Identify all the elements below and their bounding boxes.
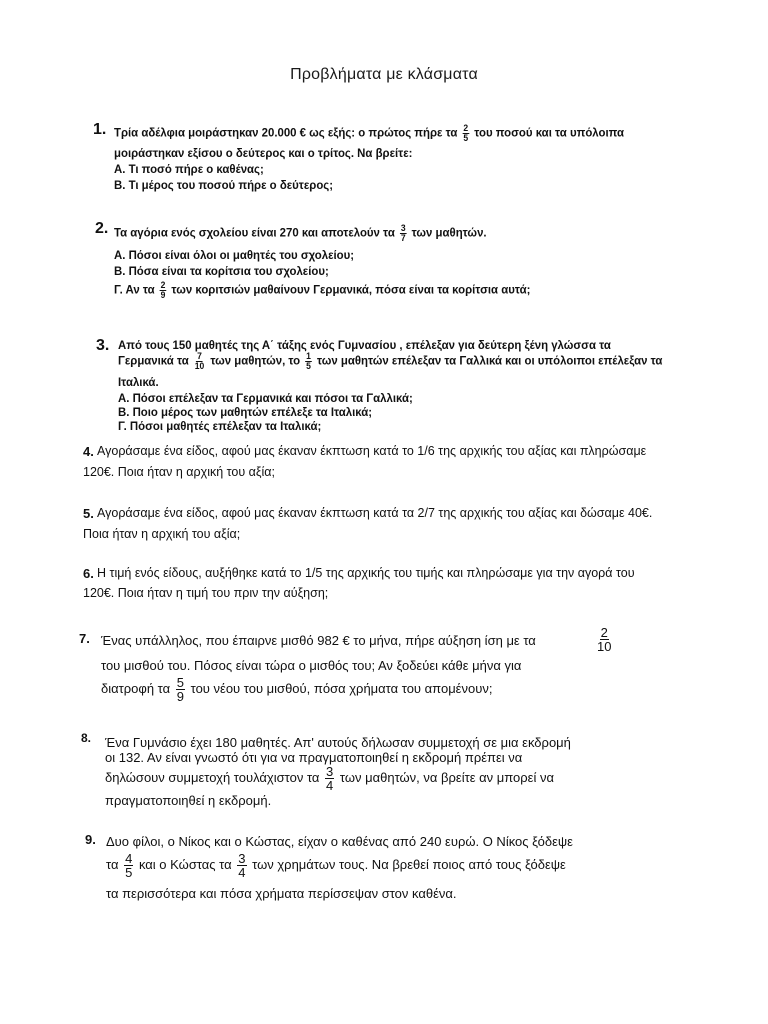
problem-question: Β. Ποιο μέρος των μαθητών επέλεξε τα Ιταλικά; [118, 405, 373, 419]
problem-text-line: Ποια ήταν η αρχική του αξία; [83, 527, 241, 541]
fraction: $\frac{7}{10}$ [194, 351, 205, 371]
fraction: $\frac{3}{4}$ [238, 851, 246, 880]
problem-text-line: Δυο φίλοι, ο Νίκος και ο Κώστας, είχαν ο καθένας από 240 ευρώ. Ο Νίκος ξόδεψε [106, 834, 573, 849]
problem-number: 1. [93, 121, 107, 138]
problem-text-line: μοιράστηκαν εξίσου ο δεύτερος και ο τρίτος. Να βρείτε: [114, 146, 413, 160]
page-title: Προβλήματα με κλάσματα [290, 66, 478, 83]
problem-question: Α. Πόσοι επέλεξαν τα Γερμανικά και πόσοι τα Γαλλικά; [118, 391, 413, 405]
fraction: $\frac{3}{4}$ [326, 764, 334, 793]
problem-text-line: οι 132. Αν είναι γνωστό ότι για να πραγματοποιηθεί η εκδρομή πρέπει να [105, 750, 523, 765]
problem-question: Α. Τι ποσό πήρε ο καθένας; [114, 162, 264, 176]
problem-number: 8. [81, 731, 92, 745]
problem-text-line: πραγματοποιηθεί η εκδρομή. [105, 793, 272, 808]
problem-text-line: διατροφή τα $\frac{5}{9}$ του νέου του μισθού, πόσα χρήματα του απομένουν; [101, 675, 493, 704]
problem-text-line: Η τιμή ενός είδους, αυξήθηκε κατά το 1/5 της αρχικής του τιμής και πληρώσαμε για την αγορά του [97, 566, 635, 580]
problem-text-line: 120€. Ποια ήταν η τιμή του πριν την αύξηση; [83, 586, 329, 600]
problem-question: Β. Τι μέρος του ποσού πήρε ο δεύτερος; [114, 178, 334, 192]
fraction: $\frac{1}{5}$ [306, 351, 311, 371]
problem-number: 5. [83, 506, 94, 521]
problem-number: 4. [83, 444, 94, 459]
problem-text-line: 120€. Ποια ήταν η αρχική του αξία; [83, 465, 275, 479]
problem-question: Γ. Αν τα $\frac{2}{9}$ των κοριτσιών μαθαίνουν Γερμανικά, πόσα είναι τα κορίτσια αυτά; [114, 280, 531, 300]
problem-text-line: Αγοράσαμε ένα είδος, αφού μας έκαναν έκπτωση κατά τα 2/7 της αρχικής του αξίας και δώσαμε 40€. [97, 506, 653, 520]
problem-number: 9. [85, 832, 96, 847]
problem-text-line: Από τους 150 μαθητές της Α΄ τάξης ενός Γυμνασίου , επέλεξαν για δεύτερη ξένη γλώσσα τα [118, 338, 611, 352]
problem-text-line: τα $\frac{4}{5}$ και ο Κώστας τα $\frac{3}{4}$ των χρημάτων τους. Να βρεθεί ποιος από τους ξόδεψε [106, 851, 566, 880]
problem-text-line: δηλώσουν συμμετοχή τουλάχιστον τα $\frac{3}{4}$ των μαθητών, να βρείτε αν μπορεί να [105, 764, 554, 793]
problem-text-line: του μισθού του. Πόσος είναι τώρα ο μισθός του; Αν ξοδεύει κάθε μήνα για [101, 658, 522, 673]
problem-number: 3. [96, 337, 110, 354]
fraction: $\frac{5}{9}$ [176, 675, 184, 704]
fraction: $\frac{2}{5}$ [463, 123, 469, 143]
problem-text-line: Ένα Γυμνάσιο έχει 180 μαθητές. Απ' αυτούς δήλωσαν συμμετοχή σε μια εκδρομή [105, 735, 571, 750]
fraction: $\frac{4}{5}$ [125, 851, 133, 880]
problem-number: 2. [95, 220, 109, 237]
problem-text-line: τα περισσότερα και πόσα χρήματα περίσσεψαν στον καθένα. [106, 886, 457, 901]
problem-text-line: Τα αγόρια ενός σχολείου είναι 270 και αποτελούν τα $\frac{3}{7}$ των μαθητών. [114, 223, 487, 243]
problem-text-line: Ιταλικά. [118, 375, 159, 389]
problem-question: Γ. Πόσοι μαθητές επέλεξαν τα Ιταλικά; [118, 419, 322, 433]
problem-number: 6. [83, 566, 94, 581]
problem-text-line: Γερμανικά τα $\frac{7}{10}$ των μαθητών, το $\frac{1}{5}$ των μαθητών επέλεξαν τα Γαλλικά και οι υπόλοιποι επέλεξαν τα [118, 351, 663, 371]
problem-text-line: Αγοράσαμε ένα είδος, αφού μας έκαναν έκπτωση κατά το 1/6 της αρχικής του αξίας και πληρώσαμε [97, 444, 647, 458]
problem-question: Α. Πόσοι είναι όλοι οι μαθητές του σχολείου; [114, 248, 355, 262]
fraction: $\frac{3}{7}$ [400, 223, 406, 243]
problem-number: 7. [79, 631, 90, 646]
fraction: $\frac{2}{9}$ [160, 280, 166, 300]
problem-text-line: Ένας υπάλληλος, που έπαιρνε μισθό 982 € το μήνα, πήρε αύξηση ίση με τα [101, 633, 536, 648]
problem-text-line: Τρία αδέλφια μοιράστηκαν 20.000 € ως εξής: ο πρώτος πήρε τα $\frac{2}{5}$ του ποσού και τα υπόλοιπα [114, 123, 625, 143]
fraction: $\frac{2}{10}$ [597, 625, 612, 654]
problem-question: Β. Πόσα είναι τα κορίτσια του σχολείου; [114, 264, 329, 278]
